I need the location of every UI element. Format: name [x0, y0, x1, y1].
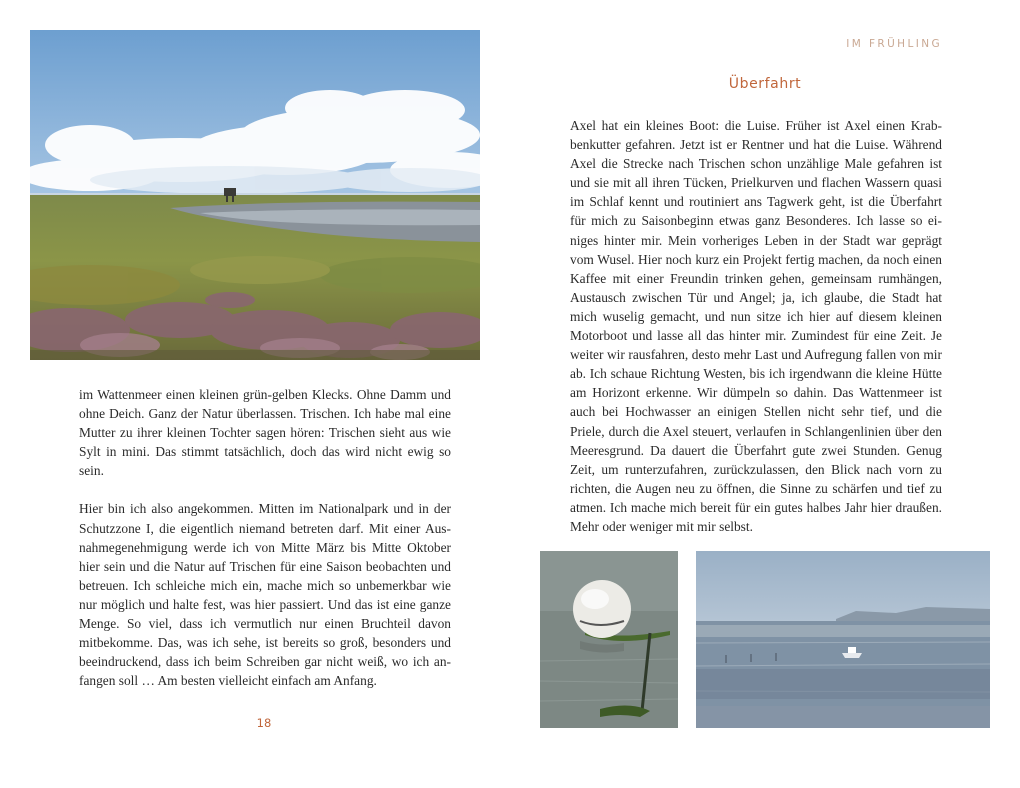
salt-marsh-icon	[30, 30, 480, 360]
boat-icon	[696, 551, 990, 728]
buoy-photo	[540, 551, 678, 728]
buoy-icon	[540, 551, 678, 728]
boat-photo	[696, 551, 990, 728]
salt-marsh-photo	[30, 30, 480, 360]
right-body-text	[570, 116, 942, 536]
paragraph: Hier bin ich also angekommen. Mitten im Nationalpark und in der Schutzzone I, die eigentlich niemand betreten darf. Mit einer Ausnahmegenehmigung werde ich von Mitte März bis Mitte Oktober hier sein und die Natur auf Trischen für eine Saison beobachten und betreuen. Ich schleiche mich ein, mache mich so unbemerkbar wie nur möglich und halte fest, was hier passiert. Und das ist eine ganze Menge. So viel, dass ich vermutlich nur einen Bruchteil davon mitbekomme. Das, was ich sehe, ist bereits so groß, besonders und beeindruckend, dass ich beim Schreiben gar nicht weiß, wo ich anfangen soll … Am besten vielleicht einfach am Anfang.	[79, 501, 451, 689]
right-page	[510, 0, 1020, 788]
paragraph: im Wattenmeer einen kleinen grün-gelben Klecks. Ohne Damm und ohne Deich. Ganz der Natur überlassen. Trischen. Ich habe mal eine Mutter zu ihrer kleinen Tochter sagen hören: Trischen sieht aus wie Sylt in mini. Das stimmt tatsächlich, doch das wird nicht ewig so sein.	[79, 387, 451, 479]
chapter-title: Überfahrt	[728, 76, 802, 92]
left-body-text	[79, 385, 451, 690]
paragraph: Axel hat ein kleines Boot: die Luise. Früher ist Axel einen Krabbenkutter gefahren. Jetzt ist er Rentner und hat die Luise. Während Axel die Strecke nach Trischen schon unzählige Male gefahren ist und sie mit all ihren Tücken, Prielkurven und flachen Wassern quasi im Schlaf kennt und routiniert ans Tagwerk geht, ist die Überfahrt für mich zu Saisonbeginn etwas ganz Besonderes. Ich lasse so einiges hinter mir. Mein vorheriges Leben in der Stadt war geprägt vom Wusel. Hier noch kurz ein Projekt fertig machen, da noch einen Kaffee mit einer Freundin trinken gehen, gemeinsam rumhängen, Austausch zwischen Tür und Angel; ja, ich glaube, die Stadt hat mich wuselig gemacht, und nun sitze ich hier auf diesem kleinen Motorboot und lasse all das hinter mir. Zumindest für eine Zeit. Je weiter wir rausfahren, desto mehr Last und Aufregung fallen von mir ab. Ich schaue Richtung Westen, bis ich irgendwann die kleine Hütte am Horizont erkenne. Wir dümpeln so dahin. Das Wattenmeer ist auch bei Hochwasser an einigen Stellen nicht sehr tief, und die Priele, durch die Axel steuert, verlaufen in Schlangenlinien über den Meeresgrund. Da dauert die Überfahrt gute zwei Stunden. Genug Zeit, um runterzufahren, zurückzulassen, den Blick nach vorn zu richten, die Augen neu zu öffnen, die Sinne zu schärfen und tief zu atmen. Ich mache mich bereit für ein gutes halbes Jahr hier draußen. Mehr oder weniger mit mir selbst.	[570, 118, 942, 534]
running-head: IM FRÜHLING	[846, 38, 942, 50]
page-number: 18	[256, 716, 272, 730]
